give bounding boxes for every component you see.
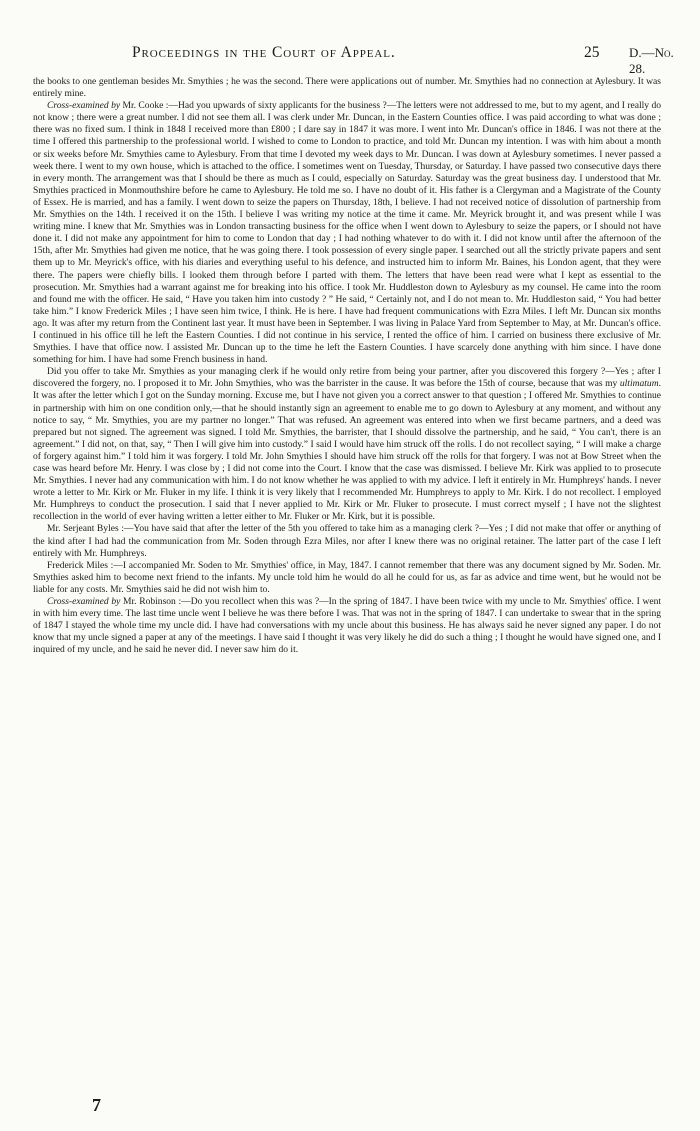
page-number: 25 bbox=[584, 44, 600, 61]
paragraph-text: the books to one gentleman besides Mr. Smythies ; he was the second. There were applications out of number. Mr. Smythies had no connection at Aylesbury. It was entirely mine. bbox=[33, 76, 661, 100]
document-body bbox=[33, 76, 661, 1096]
running-title: Proceedings in the Court of Appeal. bbox=[132, 44, 396, 61]
paragraph-text: . It was after the letter which I got on the Sunday morning. Excuse me, but I have not given you a correct answer to that question ; I offered Mr. Smythies to continue in partnership with him on one condition only,—that he should instantly sign an agreement to enable me to go down to Aylesbury at any moment, and without any notice to say, “ Mr. Smythies, you are my partner no longer.” That was refused. An agreement was entered into when we first became partners, and a deed was prepared but not signed. The agreement was signed. I told Mr. Smythies, the barrister, that I should dissolve the partnership, and he said, “ You can't, there is an agreement.” I did not, on that, say, “ Then I will give him into custody.” I said I would have him struck off the rolls. I do not recollect saying, “ I will make a charge of forgery against him.” I told him it was forgery. I told Mr. John Smythies I should have him struck off the rolls for that forgery. I was not at Bow Street when the case was heard before Mr. Henry. I was close by ; I did not come into the Court. I know that the case was dismissed. I believe Mr. Kirk was applied to to prosecute Mr. Smythies. I never had any communication with him. I do not know whether he was applied to with my advice. I left it entirely in Mr. Humphreys' hands. I never wrote a letter to Mr. Kirk or Mr. Fluker in my life. I think it is very likely that I recommended Mr. Humphreys to apply to Mr. Kirk. I do not recollect. I employed Mr. Humphreys to conduct the prosecution. I said that I never applied to Mr. Kirk or Mr. Fluker to prosecute. I must correct myself ; I have not the slightest recollection in the world of ever having written a letter either to Mr. Fluker or Mr. Kirk, but it is possible. bbox=[33, 378, 661, 523]
italic-text: ultimatum bbox=[619, 378, 659, 390]
signature-mark: 7 bbox=[92, 1095, 101, 1115]
paragraph-text: Did you offer to take Mr. Smythies as your managing clerk if he would only retire from being your partner, after you discovered this forgery ?—Yes ; after I discovered the forgery, no. I proposed it to Mr. John Smythies, who was the barrister in the cause. It was before the 15th of course, because that was my bbox=[33, 366, 661, 390]
paragraph-text: Mr. Serjeant Byles :—You have said that after the letter of the 5th you offered to take him as a managing clerk ?—Yes ; I did not make that offer or anything of the kind after I had had the communication from Mr. Soden through Ezra Miles, nor after I knew there was no original retainer. The latter part of the case I left entirely with Mr. Humphreys. bbox=[33, 523, 661, 559]
italic-text: Cross-examined by bbox=[47, 100, 121, 112]
document-reference: D.—No. 28. bbox=[629, 45, 674, 76]
paragraph bbox=[33, 366, 661, 523]
italic-text: Cross-examined by bbox=[47, 596, 121, 608]
paragraph-text: Mr. Cooke :—Had you upwards of sixty applicants for the business ?—The letters were not addressed to me, but to my agent, and I really do not know ; there were a great number. I did not see them all. I was clerk under Mr. Duncan, in the Eastern Counties office. I was paid according to what was done ; there was no fixed sum. I think in 1848 I received more than £800 ; I dare say in 1847 it was more. I went into Mr. Duncan's office in 1846. I was not there at the time I offered this partnership to the professional world. I wished to come to London to practice, and told Mr. Duncan my intention. I was with him about a month or six weeks before Mr. Smythies came to Aylesbury. From that time I devoted my week days to Mr. Duncan. I was down at Aylesbury sometimes. I never passed a week there. I went to my own house, which is attached to the office. I sometimes went on Tuesday, Thursday, or Saturday. I have passed two consecutive days there in every month. The arrangement was that I should be there as much as I could, especially on Saturday. Saturday was the great business day. I understood that Mr. Smythies practiced in Monmouthshire before he came to Aylesbury. He told me so. I have no doubt of it. His father is a Clergyman and a Magistrate of the County of Essex. He is married, and has a family. I went down to seize the papers on Thursday, 18th, I believe. I had not received notice of dissolution of partnership from Mr. Smythies on the 14th. I received it on the 15th. I believe I was writing my notice at the time it came. Mr. Meyrick brought it, and was present while I was writing mine. I knew that Mr. Smythies was in London transacting business for the office when I went down to Aylesbury to seize the papers, or I should not have done it. I did not make any appointment for him to come to London that day ; I had nothing whatever to do with it. I did not know until after the afternoon of the 15th, after Mr. Smythies had given me notice, that he was going there. I took possession of every single paper. I searched out all the strictly private papers and sent them up to Mr. Meyrick's office, with his diaries and everything useful to his defence, and instructed him to inform Mr. Baines, his London agent, that they were there. The papers were chiefly bills. I looked them through before I parted with them. The letters that have been read were what I kept as essential to the prosecution. Mr. Smythies had a warrant against me for breaking into his office. I took Mr. Huddleston down to Aylesbury as my counsel. He came into the room and found me with the officer. He said, “ Have you taken him into custody ? ” He said, “ Certainly not, and I do not mean to. Mr. Huddleston said, “ You had better take him.” I know Frederick Miles ; I have seen him twice, I think. He is here. I have had frequent communications with Ezra Miles. I left Mr. Duncan six months ago. It was after my return from the Continent last year. It must have been in September. I was living in Palace Yard from September to May, at Mr. Duncan's office. I continued in his office till he left the Eastern Counties. I did not continue in his service, I rented the office of him. I carried on business there exclusive of Mr. Smythies. I have that office now. I assisted Mr. Duncan up to the time he left the Eastern Counties. I have scarcely done anything with him since. I have done something for him. I have had some French business in hand. bbox=[33, 100, 661, 366]
paragraph bbox=[33, 560, 661, 596]
paragraph bbox=[33, 596, 661, 656]
paragraph bbox=[33, 76, 661, 100]
paragraph-text: Mr. Robinson :—Do you recollect when this was ?—In the spring of 1847. I have been twice with my uncle to Mr. Smythies' office. I went in with him every time. The last time uncle went I believe he was there before I was. That was not in the spring of 1847. I can undertake to swear that in the spring of 1847 I stayed the whole time my uncle did. I have had conversations with my uncle about this business. He has always said he never signed any paper. I do not know that my uncle signed a paper at any of the meetings. I have said I thought it was very likely he did do such a thing ; I thought he would have signed one, and I inquired of my uncle, and he said he never did. I never saw him do it. bbox=[33, 596, 661, 656]
page-header bbox=[32, 44, 680, 76]
paragraph-text: Frederick Miles :—I accompanied Mr. Soden to Mr. Smythies' office, in May, 1847. I cannot remember that there was any document signed by Mr. Soden. Mr. Smythies asked him to become next friend to the infants. My uncle told him he would do all he could for us, as far as advice and time went, but he would not be liable for any costs. Mr. Smythies said he did not wish him to. bbox=[33, 559, 661, 595]
paragraph bbox=[33, 100, 661, 366]
paragraph bbox=[33, 523, 661, 559]
